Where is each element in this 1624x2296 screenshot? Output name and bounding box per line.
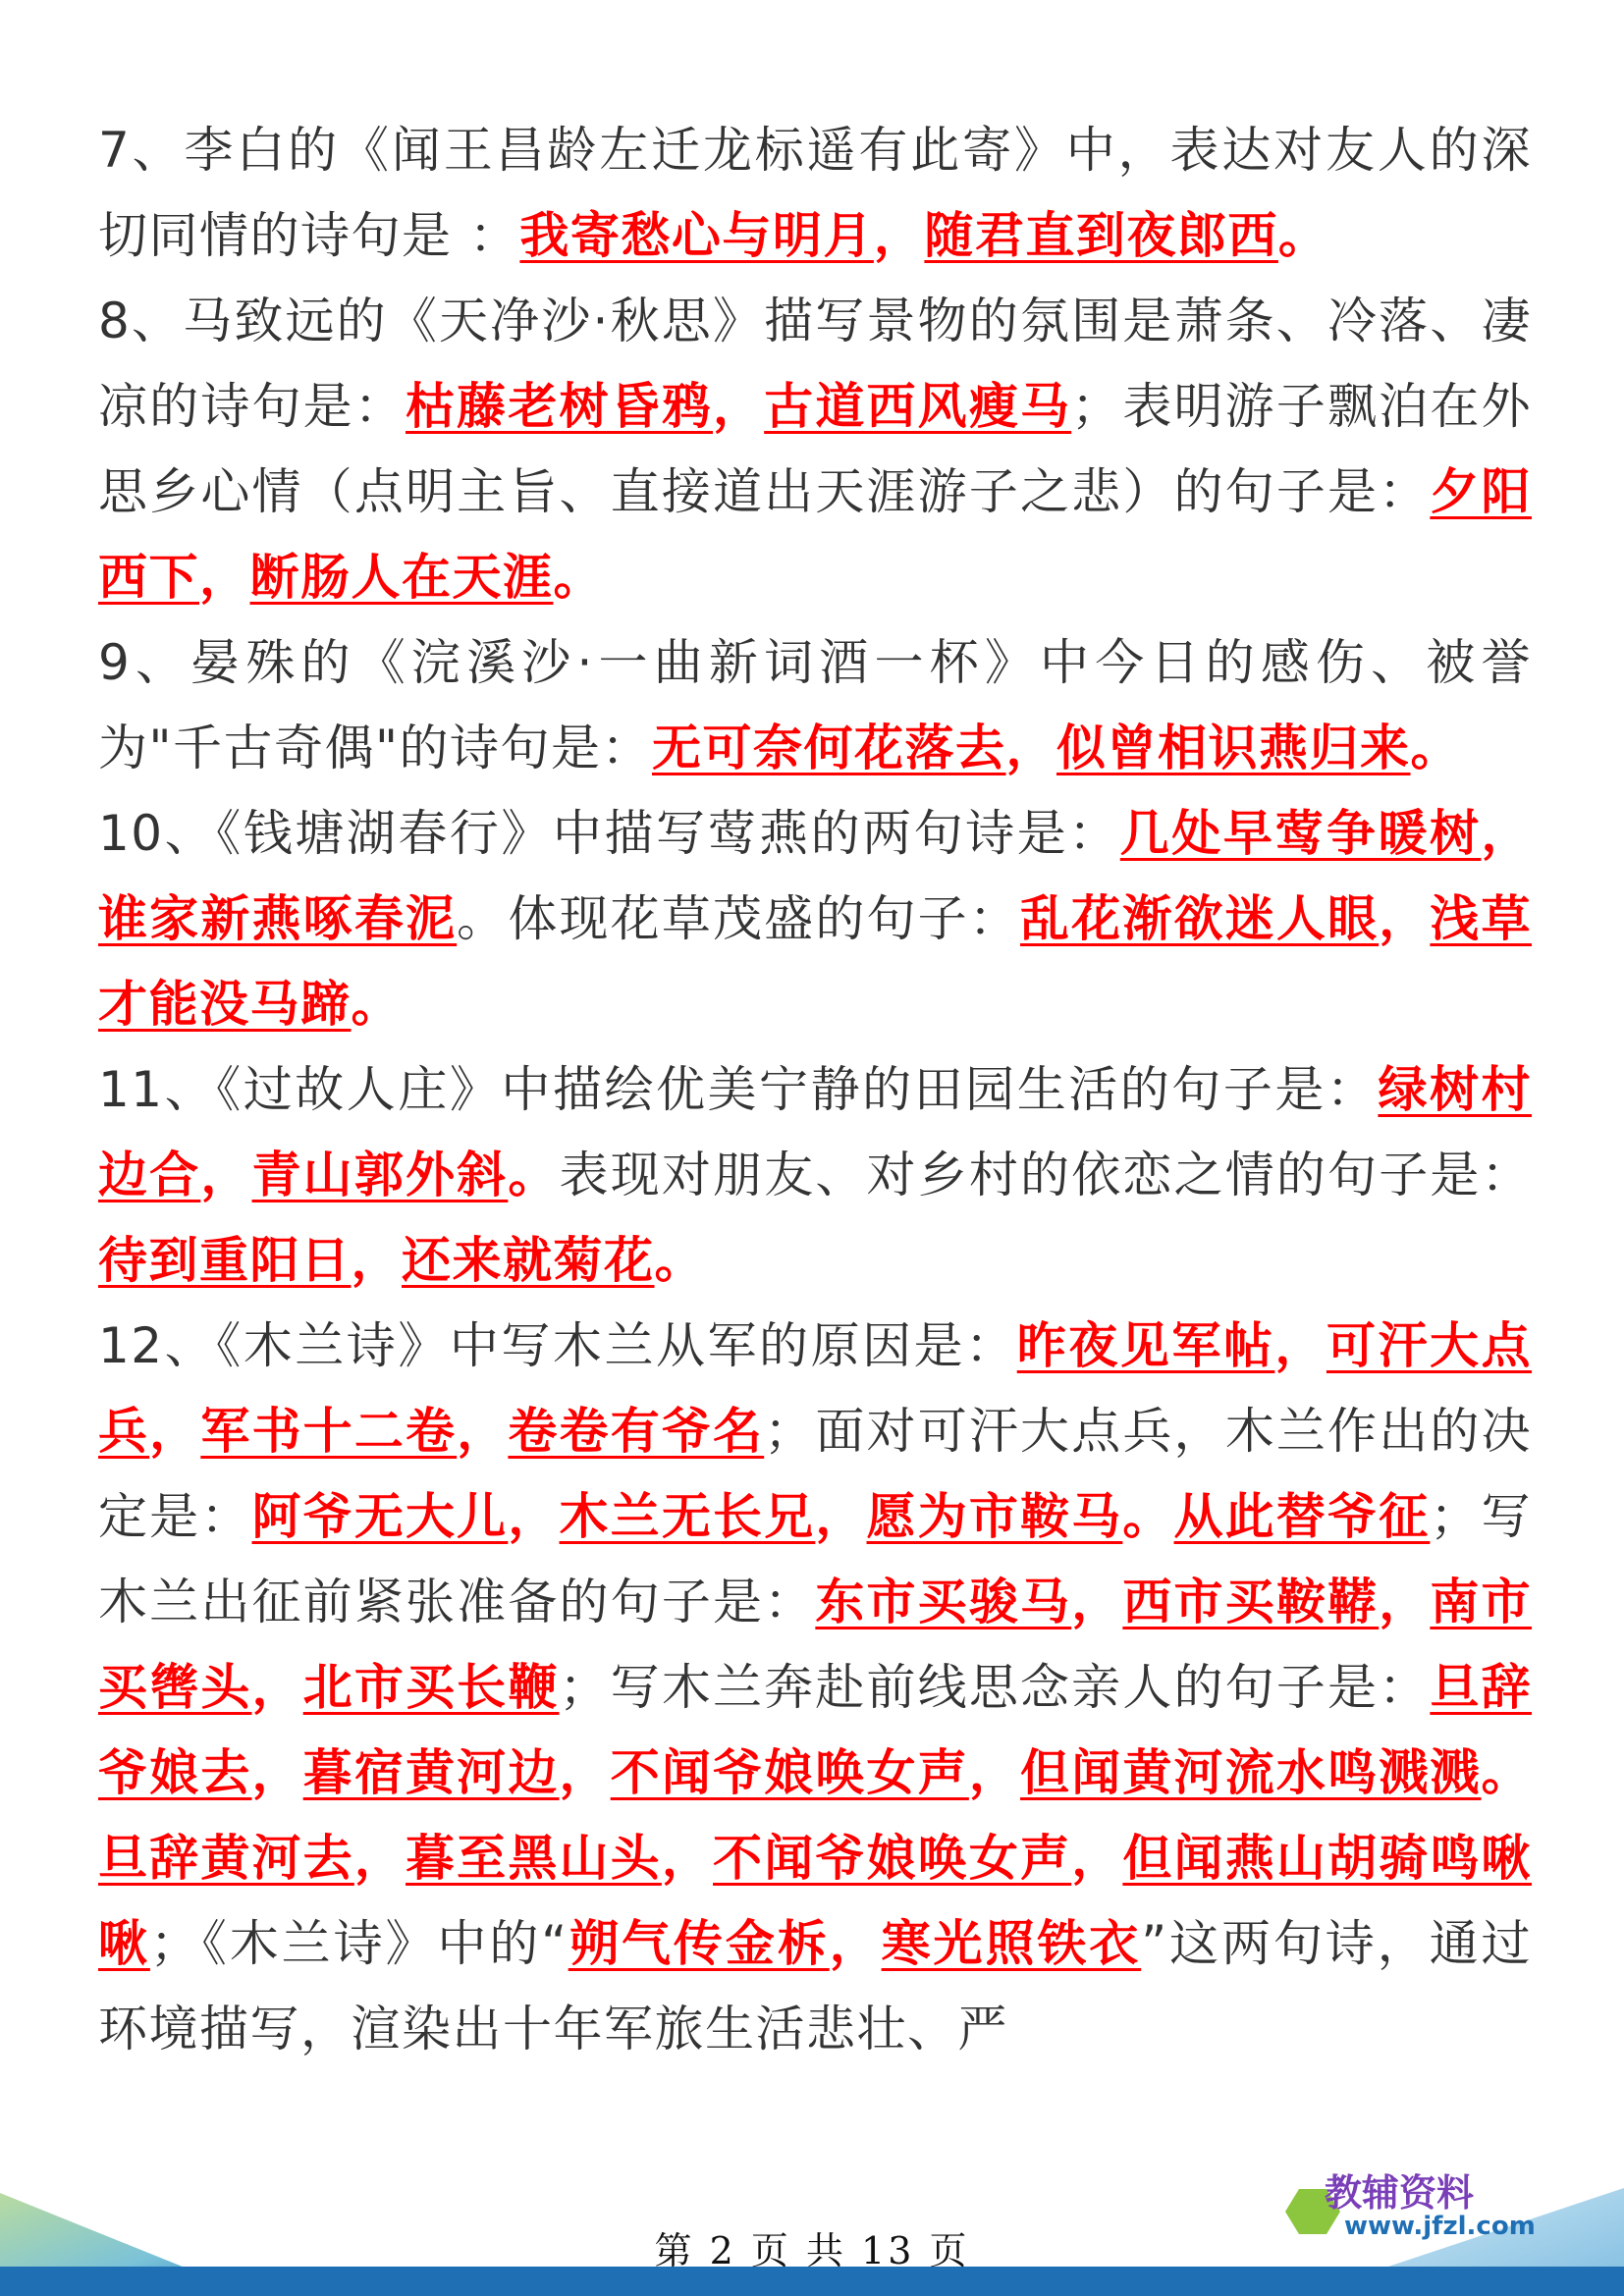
answer-text: 暮至黑山头 <box>406 1830 662 1887</box>
answer-punctuation: 。 <box>508 1147 560 1203</box>
answer-punctuation: ， <box>829 1915 882 1972</box>
question-q11 <box>98 1047 1532 1304</box>
answer-text: 随君直到夜郎西 <box>924 207 1278 264</box>
answer-punctuation: ， <box>353 1830 406 1887</box>
question-text: ；写木兰出征前紧张准备的句子是： <box>98 1488 1533 1630</box>
answer-text: 愿为市鞍马 <box>866 1488 1123 1545</box>
question-text: 10、《钱塘湖春行》中描写莺燕的两句诗是： <box>98 805 1120 862</box>
answer-punctuation: 。 <box>1277 207 1329 264</box>
answer-punctuation: ， <box>661 1830 714 1887</box>
question-q10 <box>98 791 1532 1047</box>
answer-punctuation: ， <box>713 378 765 435</box>
answer-text: 军书十二卷 <box>200 1403 458 1460</box>
answer-text: 朔气传金柝 <box>568 1915 830 1972</box>
answer-text: 几处早莺争暖树 <box>1119 805 1482 862</box>
answer-punctuation: ， <box>968 1744 1021 1801</box>
answer-punctuation: 。 <box>1122 1488 1174 1545</box>
answer-text: 阿爷无大儿 <box>251 1488 509 1545</box>
question-text: 12、《木兰诗》中写木兰从军的原因是： <box>98 1317 1017 1374</box>
answer-punctuation: ， <box>1274 1317 1326 1374</box>
answer-punctuation: ， <box>1379 890 1431 947</box>
answer-text: 不闻爷娘唤女声 <box>713 1830 1072 1887</box>
answer-text: 枯藤老树昏鸦 <box>406 378 713 435</box>
answer-text: 寒光照铁衣 <box>881 1915 1142 1972</box>
answer-punctuation: ， <box>815 1488 867 1545</box>
answer-punctuation: ， <box>351 1232 402 1289</box>
answer-punctuation: ， <box>1481 805 1533 862</box>
answer-text: 青山郭外斜 <box>251 1147 509 1203</box>
question-text: 表现对朋友、对乡村的依恋之情的句子是： <box>559 1147 1533 1203</box>
answer-punctuation: 。 <box>1410 720 1461 776</box>
answer-punctuation: 。 <box>553 549 604 606</box>
question-text: ；面对可汗大点兵，木兰作出的决定是： <box>98 1403 1533 1545</box>
answer-text: 旦辞爷娘去 <box>98 1659 1533 1801</box>
answer-text: 木兰无长兄 <box>559 1488 816 1545</box>
question-q12 <box>98 1304 1532 2072</box>
answer-text: 断肠人在天涯 <box>249 549 554 606</box>
question-text: ；表明游子飘泊在外思乡心情（点明主旨、直接道出天涯游子之悲）的句子是： <box>98 378 1533 520</box>
answer-punctuation: ， <box>1071 1830 1123 1887</box>
answer-text: 但闻燕山胡骑鸣啾啾 <box>98 1830 1533 1972</box>
answer-punctuation: ， <box>199 549 250 606</box>
question-text: 9、晏殊的《浣溪沙·一曲新词酒一杯》中今日的感伤、被誉为"千古奇偶"的诗句是： <box>98 634 1532 776</box>
page-number: 第 2 页 共 13 页 <box>654 2229 970 2272</box>
answer-text: 暮宿黄河边 <box>302 1744 560 1801</box>
answer-text: 还来就菊花 <box>402 1232 655 1289</box>
question-q7 <box>98 108 1532 279</box>
answer-text: 东市买骏马 <box>815 1574 1072 1630</box>
answer-text: 从此替爷征 <box>1173 1488 1431 1545</box>
answer-text: 古道西风瘦马 <box>764 378 1072 435</box>
question-text: 。体现花草茂盛的句子： <box>457 890 1021 947</box>
answer-punctuation: ， <box>200 1147 252 1203</box>
answer-text: 但闻黄河流水鸣溅溅 <box>1020 1744 1482 1801</box>
answer-text: 绿树村边合 <box>98 1061 1533 1203</box>
answer-punctuation: ， <box>251 1744 303 1801</box>
answer-punctuation: 。 <box>1481 1744 1533 1801</box>
answer-punctuation: ， <box>1379 1574 1431 1630</box>
question-text: 8、马致远的《天净沙·秋思》描写景物的氛围是萧条、冷落、凄凉的诗句是： <box>98 293 1532 435</box>
answer-punctuation: ， <box>457 1403 509 1460</box>
answer-text: 不闻爷娘唤女声 <box>610 1744 969 1801</box>
answer-punctuation: ， <box>508 1488 560 1545</box>
answer-punctuation: ， <box>559 1744 611 1801</box>
question-q9 <box>98 620 1532 791</box>
answer-text: 乱花渐欲迷人眼 <box>1020 890 1380 947</box>
answer-text: 似曾相识燕归来 <box>1056 720 1411 776</box>
answer-text: 昨夜见军帖 <box>1016 1317 1275 1374</box>
answer-punctuation: ， <box>251 1659 303 1716</box>
answer-punctuation: ， <box>1071 1574 1123 1630</box>
answer-text: 待到重阳日 <box>98 1232 352 1289</box>
question-text: 11、《过故人庄》中描绘优美宁静的田园生活的句子是： <box>98 1061 1379 1118</box>
answer-punctuation: ， <box>149 1403 201 1460</box>
question-text: 7、李白的《闻王昌龄左迁龙标遥有此寄》中，表达对友人的深切同情的诗句是 ： <box>98 122 1532 264</box>
answer-punctuation: ， <box>873 207 925 264</box>
answer-punctuation: ， <box>1005 720 1056 776</box>
question-text: ；写木兰奔赴前线思念亲人的句子是： <box>559 1659 1431 1716</box>
logo-title: 教辅资料 <box>1325 2171 1475 2215</box>
question-text: ；《木兰诗》中的“ <box>149 1915 568 1972</box>
logo-url: www.jfzl.com <box>1344 2212 1536 2241</box>
question-q8 <box>98 279 1532 620</box>
answer-text: 可汗大点兵 <box>98 1317 1533 1460</box>
question-text: ”这两句诗，通过环境描写，渲染出十年军旅生活悲壮、严 <box>98 1915 1533 2057</box>
answer-text: 西市买鞍鞯 <box>1122 1574 1380 1630</box>
answer-text: 旦辞黄河去 <box>98 1830 354 1887</box>
answer-text: 北市买长鞭 <box>302 1659 560 1716</box>
answer-text: 谁家新燕啄春泥 <box>98 890 458 947</box>
document-body <box>98 108 1532 2072</box>
answer-text: 我寄愁心与明月 <box>519 207 874 264</box>
answer-text: 南市买辔头 <box>98 1574 1533 1716</box>
answer-punctuation: 。 <box>351 976 402 1033</box>
answer-text: 夕阳西下 <box>98 463 1533 606</box>
answer-punctuation: 。 <box>654 1232 705 1289</box>
answer-text: 无可奈何花落去 <box>652 720 1006 776</box>
answer-text: 卷卷有爷名 <box>508 1403 765 1460</box>
answer-text: 浅草才能没马蹄 <box>98 890 1533 1033</box>
